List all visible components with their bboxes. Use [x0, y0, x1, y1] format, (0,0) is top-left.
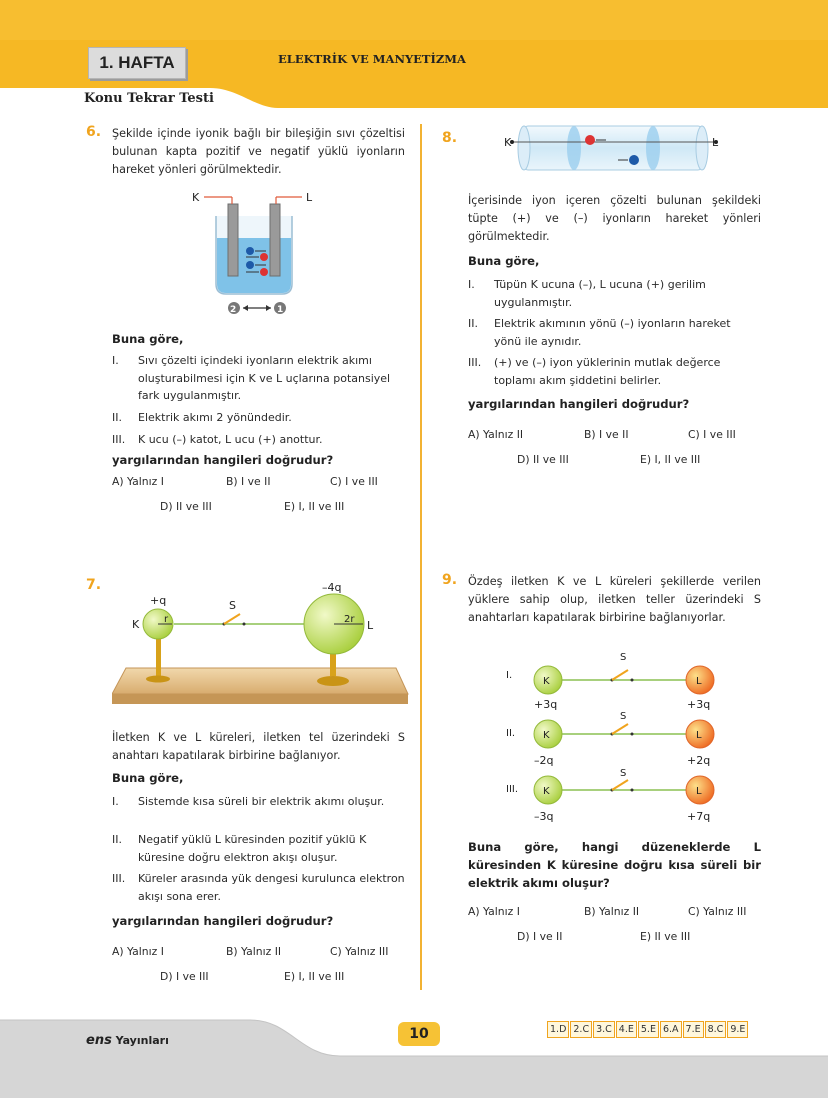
q8-label-l: L	[712, 136, 719, 149]
q9-row1-roman: I.	[506, 670, 513, 681]
test-title: Konu Tekrar Testi	[84, 91, 214, 106]
q6-option-a[interactable]: A) Yalnız I	[112, 475, 164, 488]
publisher-logo: ens Yayınları	[86, 1033, 169, 1048]
q6-item-3: III. K ucu (–) katot, L ucu (+) anottur.	[112, 433, 323, 446]
q9-row3-ql: +7q	[687, 810, 711, 823]
q8-option-d[interactable]: D) II ve III	[517, 453, 569, 466]
q7-label-k: K	[132, 618, 140, 631]
answer-key-item: 4.E	[616, 1021, 637, 1038]
q6-figure	[184, 186, 324, 320]
answer-key-item: 6.A	[660, 1021, 682, 1038]
answer-key-item: 7.E	[683, 1021, 704, 1038]
q9-option-a[interactable]: A) Yalnız I	[468, 905, 520, 918]
q9-setup-2	[534, 720, 714, 748]
q9-option-b[interactable]: B) Yalnız II	[584, 905, 640, 918]
q6-item-1: I. Sıvı çözelti içindeki iyonların elektrik akımı oluşturabilmesi için K ve L uçlarına potansiyel fark uygulanmıştır.	[112, 354, 391, 402]
q9-row2-qk: –2q	[534, 754, 554, 767]
q9-option-e[interactable]: E) II ve III	[640, 930, 691, 943]
q9-row1-ql: +3q	[687, 698, 711, 711]
q9-setup-1	[534, 666, 714, 694]
week-badge: 1. HAFTA	[88, 47, 186, 79]
q6-option-d[interactable]: D) II ve III	[160, 500, 212, 513]
q7-item-3: III. Küreler arasında yük dengesi kurulunca elektron akışı sona erer.	[112, 872, 405, 903]
answer-key-item: 1.D	[547, 1021, 569, 1038]
q8-option-a[interactable]: A) Yalnız II	[468, 428, 524, 441]
q7-radius-k: r	[164, 614, 169, 625]
q7-option-a[interactable]: A) Yalnız I	[112, 945, 164, 958]
q7-item-2: II. Negatif yüklü L küresinden pozitif yüklü K küresine doğru elektron akışı oluşur.	[112, 833, 367, 864]
q8-option-c[interactable]: C) I ve III	[688, 428, 736, 441]
answer-key-item: 8.C	[705, 1021, 727, 1038]
q6-option-b[interactable]: B) I ve II	[226, 475, 271, 488]
q6-label-l: L	[306, 191, 313, 204]
q9-row2-k: K	[543, 730, 550, 741]
q8-option-e[interactable]: E) I, II ve III	[640, 453, 701, 466]
q6-label-k: K	[192, 191, 200, 204]
q9-row1-l: L	[696, 676, 702, 687]
q7-charge-l: –4q	[322, 581, 342, 594]
question-6-number: 6.	[86, 124, 102, 140]
q8-item-1: I. Tüpün K ucuna (–), L ucuna (+) gerilim uygulanmıştır.	[468, 278, 706, 309]
q8-item-2: II. Elektrik akımının yönü (–) iyonların hareket yönü ile aynıdır.	[468, 317, 731, 348]
q8-label-k: K	[504, 136, 512, 149]
q6-item-2: II. Elektrik akımı 2 yönündedir.	[112, 411, 292, 424]
q9-row3-roman: III.	[506, 784, 519, 795]
q9-row2-ql: +2q	[687, 754, 711, 767]
q7-item-1: I. Sistemde kısa süreli bir elektrik akımı oluşur.	[112, 795, 385, 808]
q9-row2-s: S	[620, 711, 627, 722]
q7-lead: Buna göre,	[112, 771, 184, 785]
q9-row3-s: S	[620, 768, 627, 779]
answer-key-item: 3.C	[593, 1021, 615, 1038]
q7-label-s: S	[229, 599, 236, 612]
q9-row3-qk: –3q	[534, 810, 554, 823]
q7-figure	[112, 578, 410, 710]
q7-option-d[interactable]: D) I ve III	[160, 970, 209, 983]
q9-row2-l: L	[696, 730, 702, 741]
q9-row2-roman: II.	[506, 728, 516, 739]
q7-question: yargılarından hangileri doğrudur?	[112, 914, 334, 928]
q6-lead: Buna göre,	[112, 332, 184, 346]
q8-lead: Buna göre,	[468, 254, 540, 268]
column-divider	[420, 124, 422, 990]
q7-option-c[interactable]: C) Yalnız III	[330, 945, 389, 958]
q9-row1-s: S	[620, 652, 627, 663]
q6-dir-2: 2	[230, 305, 237, 315]
q8-figure	[500, 120, 730, 176]
question-8-number: 8.	[442, 130, 458, 146]
question-9-number: 9.	[442, 572, 458, 588]
q6-question: yargılarından hangileri doğrudur?	[112, 453, 334, 467]
q9-setup-3	[534, 776, 714, 804]
question-9-text: Özdeş iletken K ve L küreleri şekillerde verilen yüklere sahip olup, iletken teller üzerindeki S anahtarları kapatılarak birbirine bağlanıyorlar.	[468, 575, 761, 624]
q7-label-l: L	[367, 619, 374, 632]
q8-item-3: III. (+) ve (–) iyon yüklerinin mutlak değerce toplamı akım şiddetini belirler.	[468, 356, 721, 387]
answer-key-item: 5.E	[638, 1021, 659, 1038]
q7-charge-k: +q	[150, 594, 167, 607]
q7-option-e[interactable]: E) I, II ve III	[284, 970, 345, 983]
question-7-number: 7.	[86, 577, 102, 593]
q8-question: yargılarından hangileri doğrudur?	[468, 397, 690, 411]
answer-key	[547, 1021, 749, 1038]
page-number: 10	[398, 1022, 440, 1046]
subject-title: ELEKTRİK VE MANYETİZMA	[278, 52, 466, 66]
answer-key-item: 9.E	[727, 1021, 748, 1038]
q9-row3-l: L	[696, 786, 702, 797]
q8-option-b[interactable]: B) I ve II	[584, 428, 629, 441]
q9-option-d[interactable]: D) I ve II	[517, 930, 563, 943]
q9-row1-k: K	[543, 676, 550, 687]
q9-figure	[500, 648, 730, 828]
question-8-text: İçerisinde iyon içeren çözelti bulunan şekildeki tüpte (+) ve (–) iyonların hareket yönleri görülmektedir.	[468, 194, 761, 243]
q7-radius-l: 2r	[344, 614, 355, 625]
answer-key-item: 2.C	[570, 1021, 592, 1038]
q6-dir-1: 1	[277, 305, 284, 315]
question-6-text: Şekilde içinde iyonik bağlı bir bileşiğin sıvı çözeltisi bulunan kapta pozitif ve negatif yüklü iyonların hareket yönleri görülmektedir.	[112, 127, 405, 176]
q6-option-c[interactable]: C) I ve III	[330, 475, 378, 488]
q7-option-b[interactable]: B) Yalnız II	[226, 945, 282, 958]
q9-row1-qk: +3q	[534, 698, 558, 711]
q6-option-e[interactable]: E) I, II ve III	[284, 500, 345, 513]
question-7-text: İletken K ve L küreleri, iletken tel üzerindeki S anahtarı kapatılarak birbirine bağlanıyor.	[112, 731, 405, 762]
q9-row3-k: K	[543, 786, 550, 797]
q9-option-c[interactable]: C) Yalnız III	[688, 905, 747, 918]
q9-question: Buna göre, hangi düzeneklerde L küresinden K küresine doğru kısa süreli bir elektrik akımı oluşur?	[468, 840, 761, 890]
